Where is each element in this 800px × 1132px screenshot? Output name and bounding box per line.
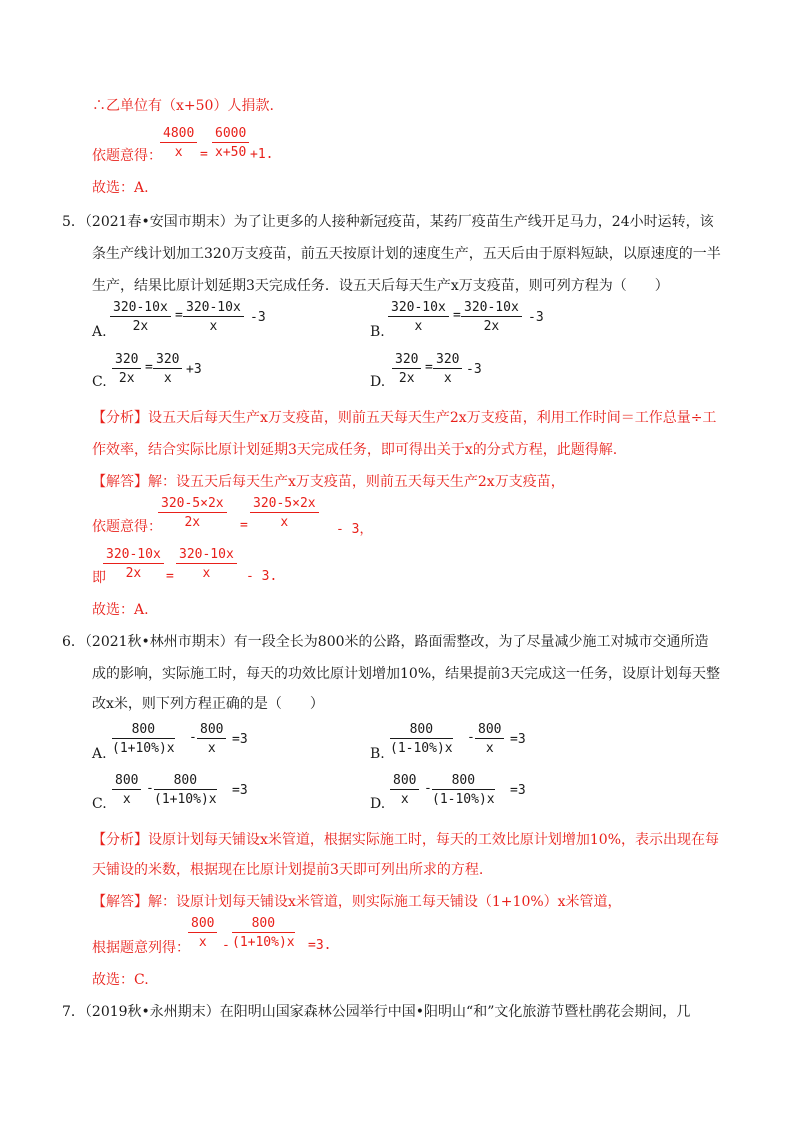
q5-equation-2-right-fraction: $\frac{320-10x}{x}$ [176,547,237,582]
q6-equation-right-fraction: $\frac{800}{(1+10\%)x}$ [232,916,295,950]
q5-equation-1-tail: - 3， [336,522,373,537]
q6-option-a-minus: - [189,730,197,745]
q6-option-b-left-fraction: $\frac{800}{(1-10\%)x}$ [390,722,453,756]
q6-option-c-label[interactable]: C. [92,796,107,812]
previous-solution-line: ∴乙单位有（x+50）人捐款. [92,98,274,114]
q5-option-d-right-fraction: $\frac{320}{x}$ [433,352,462,387]
q6-option-d-label[interactable]: D. [370,796,386,812]
q6-option-d-tail: =3 [510,783,526,798]
q5-option-a-left-fraction: $\frac{320-10x}{2x}$ [110,300,171,335]
q6-option-b-label[interactable]: B. [370,746,385,762]
q6-option-b-right-fraction: $\frac{800}{x}$ [475,722,504,757]
q6-stem-line-3: 改x米，则下列方程正确的是（ ） [92,696,324,712]
q5-option-b-right-fraction: $\frac{320-10x}{2x}$ [461,300,522,335]
q6-option-a-tail: =3 [232,732,248,747]
q5-analysis-line-1: 【分析】设五天后每天生产x万支疫苗，则前五天每天生产2x万支疫苗，利用工作时间＝工作总量÷工 [92,410,717,426]
q5-equation-1-equals: = [240,518,248,533]
q6-equation-left-fraction: $\frac{800}{x}$ [188,916,217,951]
q5-equation-2-left-fraction: $\frac{320-10x}{2x}$ [103,547,164,582]
fraction-6000-over-x-plus-50: $\frac{6000}{x+50}$ [212,126,249,161]
q6-option-b-tail: =3 [510,732,526,747]
q7-stem-line-1: 7．（2019秋•永州期末）在阳明山国家森林公园举行中国•阳明山“和”文化旅游节暨杜鹃花会期间，几 [62,1004,691,1020]
q5-option-d-label[interactable]: D. [370,374,386,390]
q5-equation-2-prefix: 即 [92,570,106,586]
q5-stem-line-3: 生产，结果比原计划延期3天完成任务．设五天后每天生产x万支疫苗，则可列方程为（ ） [92,278,669,294]
q5-option-c-right-fraction: $\frac{320}{x}$ [153,352,182,387]
q5-equation-1-left-fraction: $\frac{320-5\times 2x}{2x}$ [158,496,227,531]
q5-stem-line-1: 5．（2021春•安国市期末）为了让更多的人接种新冠疫苗，某药厂疫苗生产线开足马力，24小时运转，该 [62,214,714,230]
q5-option-a-right-fraction: $\frac{320-10x}{x}$ [183,300,244,335]
q5-option-d-equals: = [425,360,433,375]
q6-answer: 故选：C. [92,972,149,988]
q5-option-c-left-fraction: $\frac{320}{2x}$ [112,352,141,387]
equals-sign: = [200,147,208,162]
q5-equation-2-tail: - 3. [246,569,278,584]
q6-stem-line-1: 6．（2021秋•林州市期末）有一段全长为800米的公路，路面需整改，为了尽量减少施工对城市交通所造 [62,634,709,650]
q6-option-b-minus: - [467,730,475,745]
q6-option-a-left-fraction: $\frac{800}{(1+10\%)x}$ [112,722,175,756]
q6-option-d-minus: - [424,781,432,796]
q5-equation-1-right-fraction: $\frac{320-5\times 2x}{x}$ [250,496,319,531]
q6-option-c-tail: =3 [232,783,248,798]
q6-option-c-left-fraction: $\frac{800}{x}$ [112,773,141,808]
q6-analysis-line-2: 天铺设的米数，根据现在比原计划提前3天即可列出所求的方程. [92,862,484,878]
q6-option-d-left-fraction: $\frac{800}{x}$ [390,773,419,808]
q5-stem-line-2: 条生产线计划加工320万支疫苗，前五天按原计划的速度生产，五天后由于原料短缺，以原速度的一半 [92,246,721,262]
q5-option-c-equals: = [145,360,153,375]
q6-option-c-right-fraction: $\frac{800}{(1+10\%)x}$ [154,773,217,807]
q5-option-d-left-fraction: $\frac{320}{2x}$ [392,352,421,387]
q5-option-c-tail: +3 [186,362,202,377]
q5-equation-2-equals: = [166,569,174,584]
q5-option-b-tail: -3 [528,310,544,325]
q6-solution-line: 【解答】解：设原计划每天铺设x米管道，则实际施工每天铺设（1+10%）x米管道， [92,894,622,910]
q5-solution-line: 【解答】解：设五天后每天生产x万支疫苗，则前五天每天生产2x万支疫苗， [92,474,565,490]
q6-equation-tail: =3. [308,938,332,953]
q5-option-b-left-fraction: $\frac{320-10x}{x}$ [388,300,449,335]
answer-line: 故选：A. [92,180,149,196]
q5-option-a-tail: -3 [250,310,266,325]
q5-analysis-line-2: 作效率，结合实际比原计划延期3天完成任务，即可得出关于x的分式方程，此题得解. [92,442,618,458]
q6-stem-line-2: 成的影响，实际施工时，每天的功效比原计划增加10%，结果提前3天完成这一任务，设原计划每天整 [92,666,721,682]
q6-equation-minus: - [222,938,230,953]
q5-option-b-label[interactable]: B. [370,324,385,340]
q5-option-b-equals: = [453,308,461,323]
equation-tail: +1. [250,147,274,162]
q5-option-c-label[interactable]: C. [92,374,107,390]
equation-prefix: 依题意得： [92,148,162,164]
q6-option-d-right-fraction: $\frac{800}{(1-10\%)x}$ [432,773,495,807]
q5-option-a-label[interactable]: A. [92,324,107,340]
q6-option-c-minus: - [146,781,154,796]
q5-equation-1-prefix: 依题意得： [92,519,162,535]
fraction-4800-over-x: $\frac{4800}{x}$ [160,126,197,161]
q6-option-a-right-fraction: $\frac{800}{x}$ [197,722,226,757]
q5-option-d-tail: -3 [466,362,482,377]
q5-answer: 故选：A. [92,602,149,618]
q6-equation-prefix: 根据题意列得： [92,940,190,956]
q5-option-a-equals: = [175,308,183,323]
q6-analysis-line-1: 【分析】设原计划每天铺设x米管道，根据实际施工时，每天的工效比原计划增加10%，表示出现在每 [92,832,720,848]
q6-option-a-label[interactable]: A. [92,746,107,762]
